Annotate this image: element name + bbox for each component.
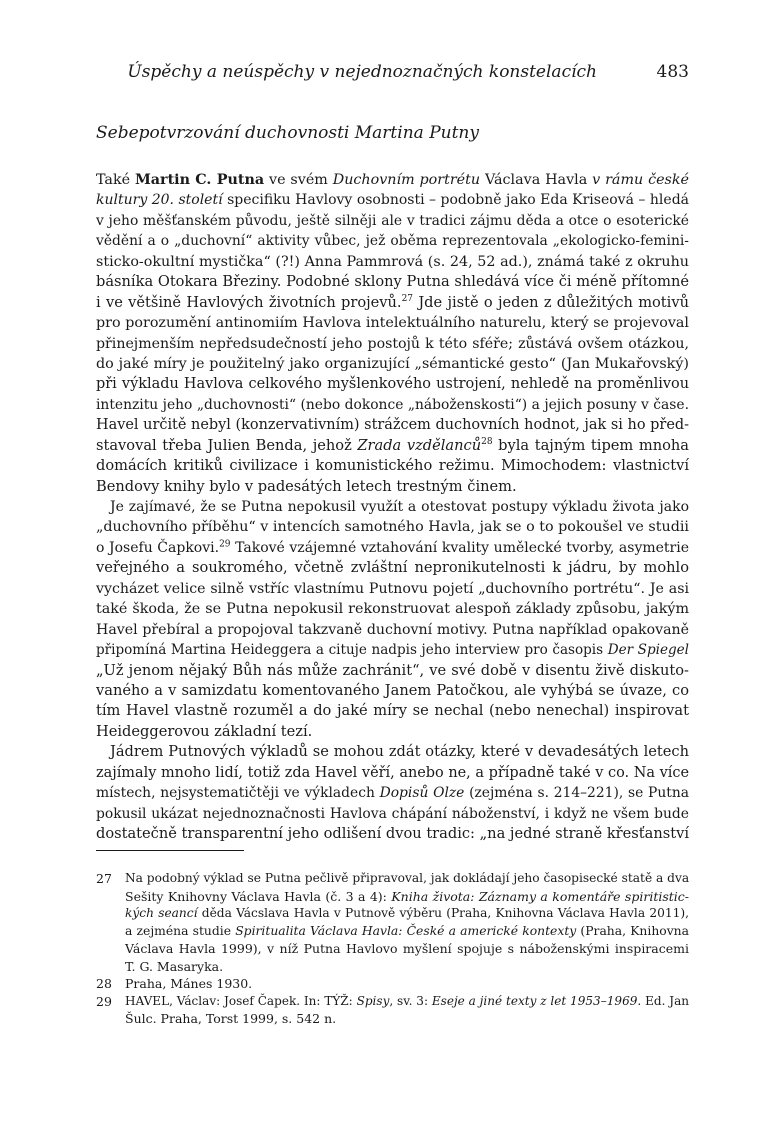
footnote-28 (96, 975, 689, 993)
text-line: „Už jenom nějaký Bůh nás může zachránit“, ve své době v disentu živě diskuto- (96, 661, 689, 679)
text-line: také škoda, že se Putna nepokusil rekonstruovat alespoň základy způsobu, jakým (96, 601, 689, 618)
text-line: vědění a o „duchovní“ aktivity vůbec, jež oběma reprezentovala „ekologicko-femini- (96, 233, 689, 250)
text-line: Jádrem Putnových výkladů se mohou zdát otázky, které v devadesátých letech (110, 743, 689, 761)
text-line: veřejného a soukromého, včetně zvláštní nepronikutelnosti k jádru, by mohlo (96, 559, 689, 577)
footnote-line: a zejména studie Spiritualita Václava Havla: České a americké kontexty (Praha, Knihovna (125, 923, 689, 938)
text-line: vycházet velice silně vstříc vlastnímu Putnovu pojetí „duchovního portrétu“. Je asi (96, 580, 689, 597)
footnote-ref: 27 (401, 293, 414, 304)
paragraph (96, 742, 689, 844)
text-line: i ve většině Havlových životních projevů.$^{27}$ Jde jistě o jeden z důležitých motivů (96, 293, 689, 311)
footnote-29 (96, 993, 689, 1028)
footnote-number: 27 (96, 871, 112, 886)
footnote-divider (96, 850, 244, 851)
text-line: Havel určitě nebyl (konzervativním) strážcem duchovních hodnot, jak si ho před- (96, 417, 689, 434)
text-line: intenzitu jeho „duchovnosti“ (nebo dokonce „náboženskosti“) a jejich posuny v čase. (96, 396, 689, 413)
text-line: sticko-okultní mystička“ (?!) Anna Pammrová (s. 24, 52 ad.), známá také z okruhu (96, 253, 689, 270)
text-line: Bendovy knihy bylo v padesátých letech trestným činem. (96, 477, 517, 495)
text-line: Je zajímavé, že se Putna nepokusil využít a otestovat postupy výkladu života jako (110, 499, 689, 515)
footnote-line: HAVEL, Václav: Josef Čapek. In: TÝŽ: Spisy, sv. 3: Eseje a jiné texty z let 1953–1969. Ed. Jan (125, 993, 690, 1008)
text-line: při výkladu Havlova celkového myšlenkového ustrojení, nehledě na proměnlivou (96, 376, 689, 393)
footnote-27 (96, 870, 689, 975)
footnote-number: 29 (96, 993, 112, 1009)
text-line: zajímaly mnoho lidí, totiž zda Havel věří, anebo ne, a případně také v co. Na více (96, 764, 689, 781)
text-line: přinejmenším nepředsudečností jeho postojů k této sféře; zůstává ovšem otázkou, (96, 335, 689, 352)
section-heading: Sebepotvrzování duchovnosti Martina Putny (96, 123, 479, 143)
text-line: tím Havel vlastně rozuměl a do jaké míry se nechal (nebo nenechal) inspirovat (96, 702, 689, 720)
body-text (96, 170, 689, 844)
footnote-line: T. G. Masaryka. (125, 958, 224, 974)
text-line: vaného a v samizdatu komentovaného Janem Patočkou, ale vyhýbá se úvaze, co (96, 681, 689, 699)
text-line: „duchovního příběhu“ v intencích samotného Havla, jak se o to pokoušel ve studii (96, 519, 689, 536)
running-head (96, 62, 689, 84)
footnote-line: Praha, Mánes 1930. (125, 976, 253, 991)
running-title: Úspěchy a neúspěchy v nejednoznačných konstelacích (127, 62, 597, 82)
paragraph (96, 497, 689, 742)
text-line: pokusil ukázat nejednoznačnosti Havlova chápání náboženství, i když ne všem bude (96, 805, 689, 822)
text-line: Havel přebíral a propojoval takzvaně duchovní motivy. Putna například opakovaně (96, 621, 689, 638)
text-line: o Josefu Čapkovi.$^{29}$ Takové vzájemné vztahování kvality umělecké tvorby, asymetrie (96, 539, 689, 556)
text-line: stavoval třeba Julien Benda, jehož Zrada vzdělanců$^{28}$ byla tajným tipem mnoha (96, 436, 690, 454)
text-line: do jaké míry je použitelný jako organizující „sémantické gesto“ (Jan Mukařovský) (96, 355, 689, 372)
footnote-line: Na podobný výklad se Putna pečlivě připravoval, jak dokládají jeho časopisecké statě a dva (125, 871, 690, 885)
text-line: Heideggerovou základní tezí. (96, 722, 313, 740)
text-line: dostatečně transparentní jeho odlišení dvou tradic: „na jedné straně křesťanství (96, 825, 689, 842)
paragraph (96, 170, 689, 497)
footnote-line: Sešity Knihovny Václava Havla (č. 3 a 4): Kniha života: Záznamy a komentáře spiritistic- (125, 888, 690, 904)
footnote-line: Václava Havla 1999), v níž Putna Havlovo myšlení spojuje s náboženskými inspiracemi (125, 941, 689, 956)
text-line: místech, nejsystematičtěji ve výkladech Dopisů Olze (zejména s. 214–221), se Putna (96, 785, 689, 802)
text-line: v jeho měšťanském původu, ještě silněji ale v tradici zájmu děda a otce o esoterické (96, 212, 689, 229)
footnote-line: Šulc. Praha, Torst 1999, s. 542 n. (125, 1011, 337, 1026)
footnote-number: 28 (96, 976, 112, 991)
footnote-ref: 29 (219, 539, 231, 550)
text-line: Také Martin C. Putna ve svém Duchovním portrétu Václava Havla v rámu české (96, 172, 690, 188)
text-line: domácích kritiků civilizace i komunistického režimu. Mimochodem: vlastnictví (96, 457, 689, 475)
footnote-ref: 28 (481, 436, 493, 447)
text-line: básníka Otokara Březiny. Podobné sklony Putna shledává více či méně přítomné (96, 273, 689, 291)
footnotes (96, 870, 689, 1028)
text-line: pro porozumění antinomiím Havlova intelektuálního naturelu, který se projevoval (96, 315, 689, 332)
footnote-line: kých seancí děda Vácslava Havla v Putnově výběru (Praha, Knihovna Václava Havla 2011), (125, 906, 689, 920)
text-line: kultury 20. století specifiku Havlovy osobnosti – podobně jako Eda Kriseová – hledá (96, 192, 690, 209)
page-number: 483 (656, 62, 689, 82)
text-line: připomíná Martina Heideggera a cituje nadpis jeho interview pro časopis Der Spiegel (96, 642, 690, 659)
